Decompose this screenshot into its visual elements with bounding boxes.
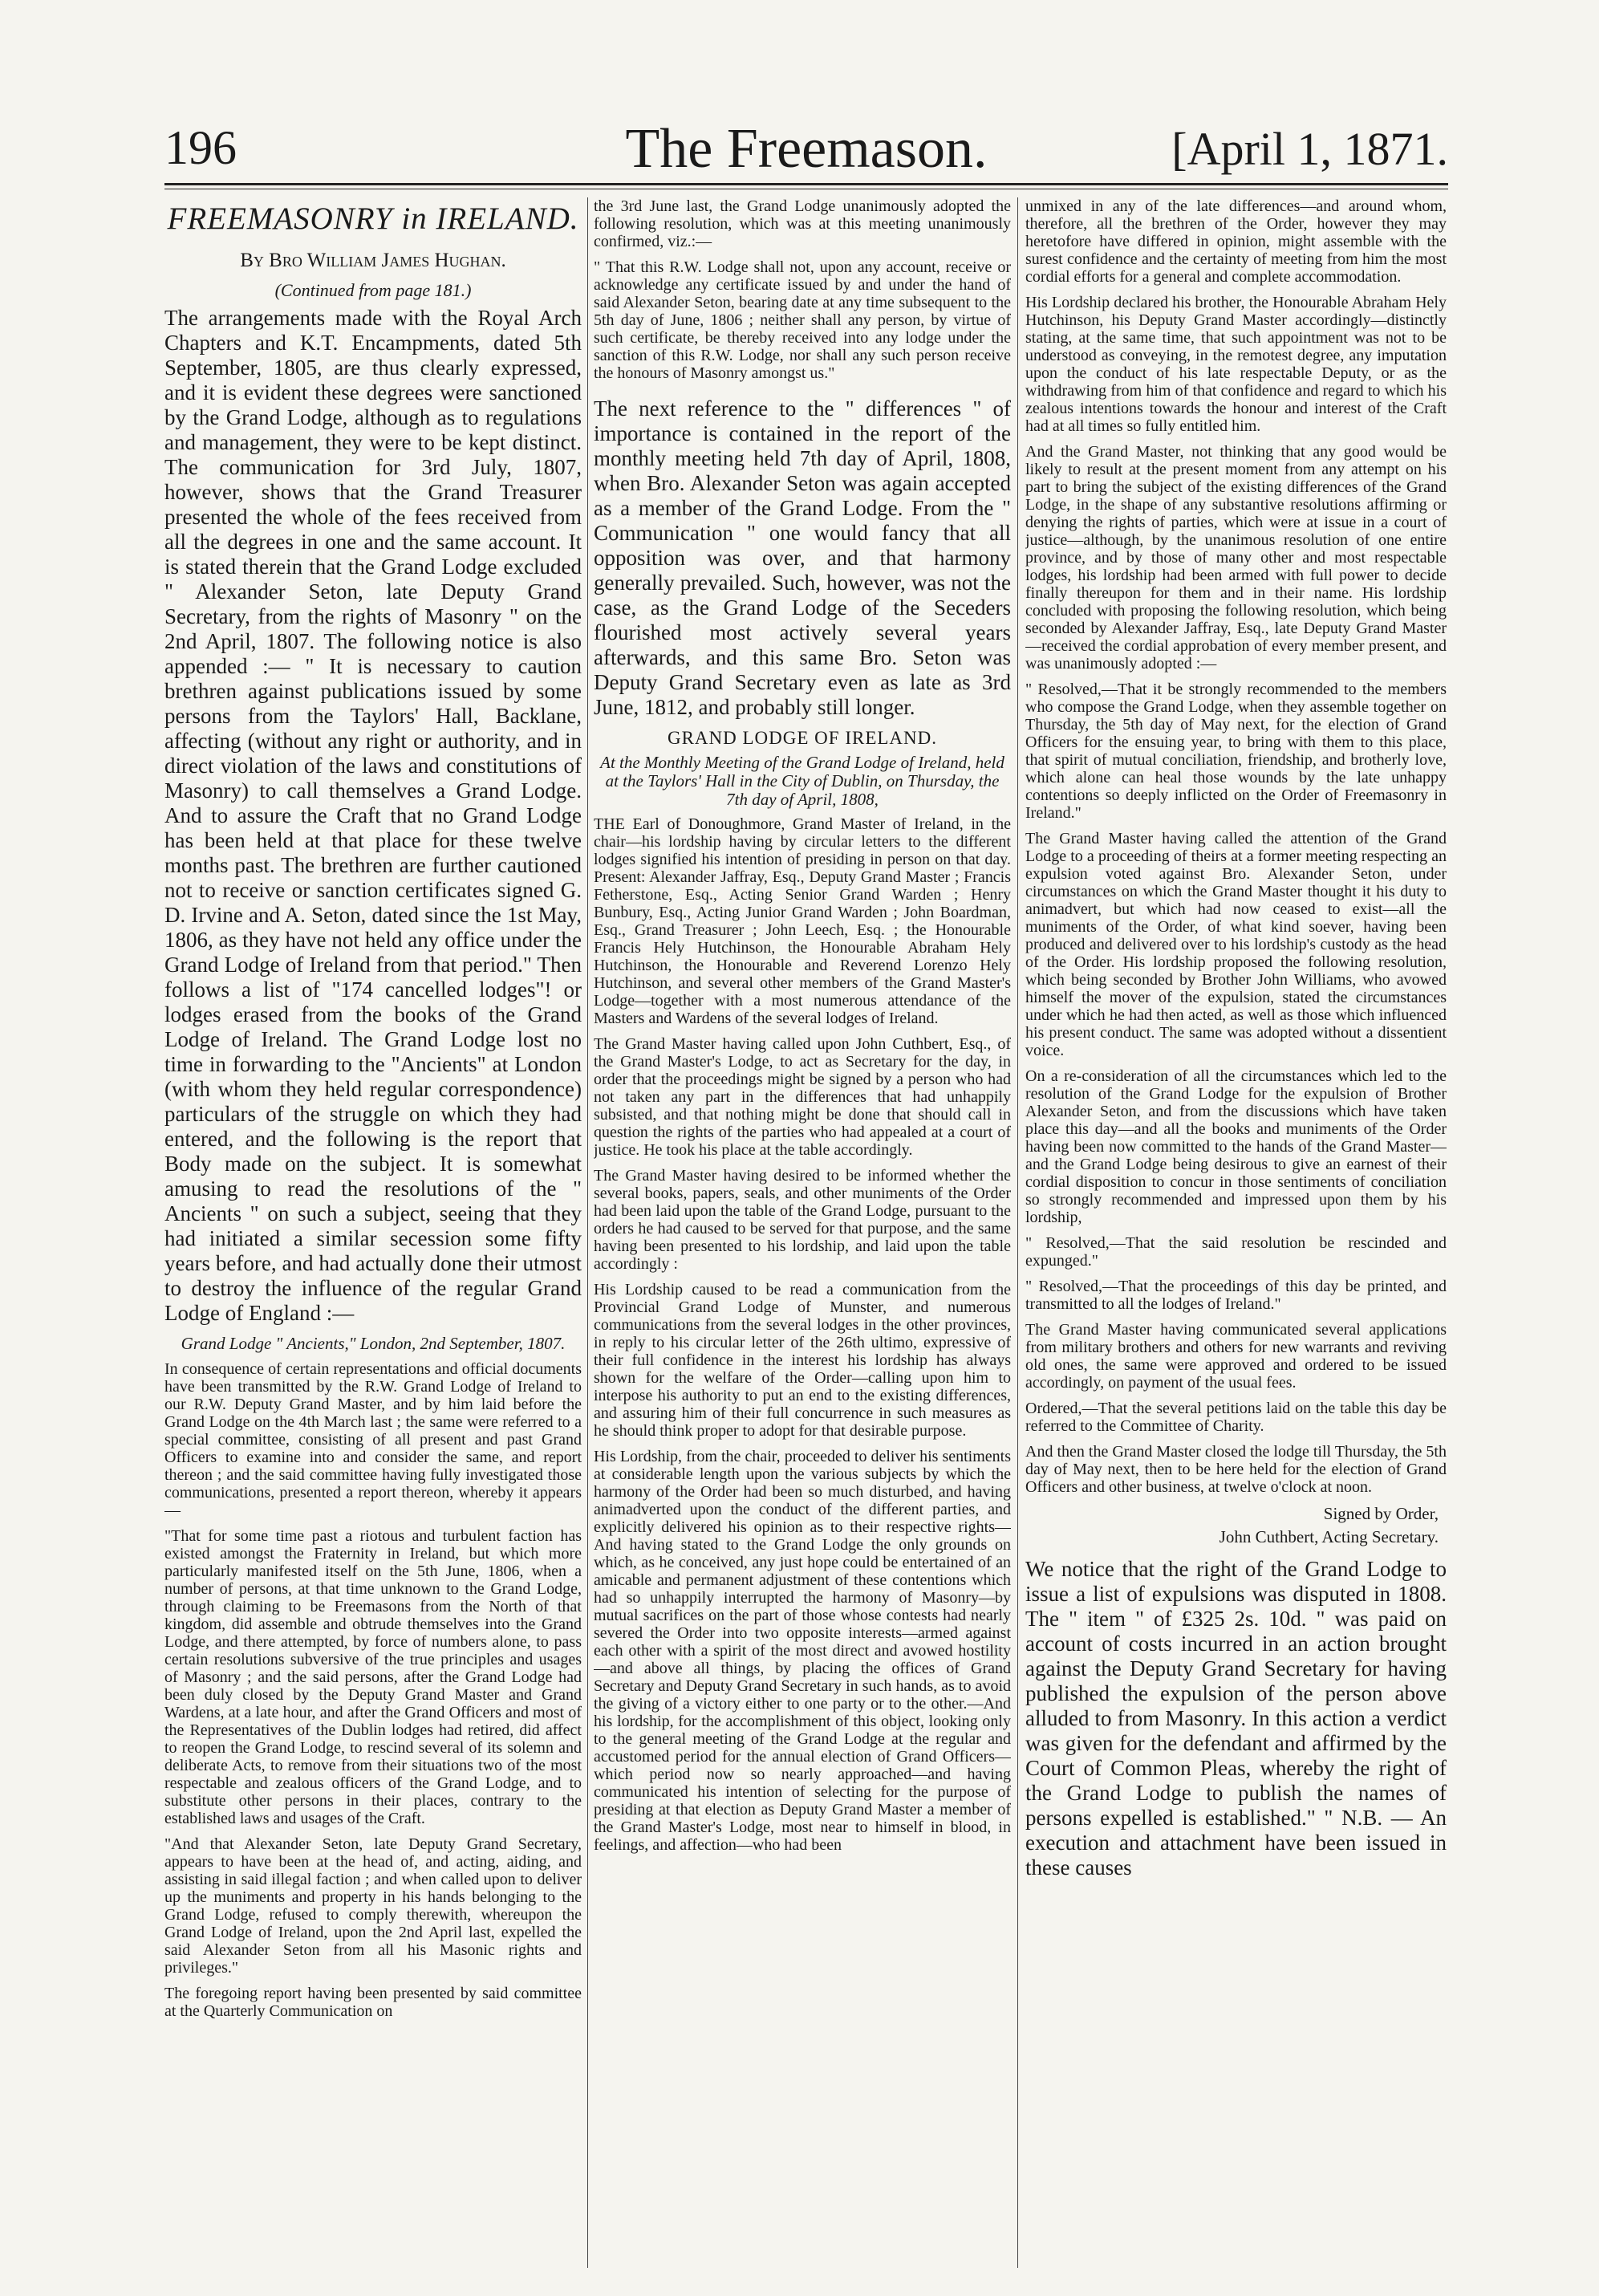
issue-date: [April 1, 1871.	[1171, 123, 1448, 175]
section-heading: GRAND LODGE OF IRELAND.	[667, 728, 938, 748]
paragraph: "And that Alexander Seton, late Deputy Grand Secretary, appears to have been at the head of, and acting, aiding, and assisting in said illegal faction ; and when called upon to deliver up the muniments and property in his hands belonging to the Grand Lodge, refused to comply therewith, whereupon the Grand Lodge of Ireland, upon the 2nd April last, expelled the said Alexander Seton from all his Masonic rights and privileges."	[164, 1835, 582, 1977]
paragraph: The Grand Master having communicated several applications from military brothers and others for new warrants and reviving old ones, the same were approved and ordered to be issued accordingly, on payment of the usual fees.	[1025, 1321, 1447, 1392]
paragraph: The foregoing report having been presented by said committee at the Quarterly Communication on	[164, 1985, 582, 2020]
paragraph: The Grand Master having called upon John Cuthbert, Esq., of the Grand Master's Lodge, to act as Secretary for the day, in order that the proceedings might be signed by a person who had not taken any part in the differences that had unhappily subsisted, and that nothing might be done that should call in question the rights of the parties who had appealed at a court of justice. He took his place at the table accordingly.	[594, 1035, 1011, 1159]
column-3	[1025, 197, 1447, 2268]
paragraph: And the Grand Master, not thinking that any good would be likely to result at the present moment from any attempt on his part to bring the subject of the existing differences of the Grand Lodge, in the shape of any substantive resolutions affirming or denying the rights of parties, which were at issue in a court of justice—although, by the unanimous resolution of one entire province, and by those of many other and most respectable lodges, his lordship had been armed with full power to decide finally thereupon for them and in their name. His lordship concluded with proposing the following resolution, which being seconded by Alexander Jaffray, Esq., late Deputy Grand Master—received the cordial approbation of every member present, and was unanimously adopted :—	[1025, 443, 1447, 673]
meeting-heading: At the Monthly Meeting of the Grand Lodge of Ireland, held at the Taylors' Hall in the City of Dublin, on Thursday, the 7th day of April, 1808,	[600, 753, 1004, 809]
signature-name: John Cuthbert, Acting Secretary.	[1219, 1527, 1439, 1546]
paragraph: THE Earl of Donoughmore, Grand Master of Ireland, in the chair—his lordship having by circular letters to the different lodges signified his intention of presiding in person on that day. Present: Alexander Jaffray, Esq., Deputy Grand Master ; Francis Fetherstone, Esq., Acting Senior Grand Warden ; Henry Bunbury, Esq., Acting Junior Grand Warden ; John Boardman, Esq., Grand Treasurer ; John Leech, Esq. ; the Honourable Francis Hely Hutchinson, the Honourable Abraham Hely Hutchinson, the Honourable and Reverend Lorenzo Hely Hutchinson, and several other members of the Grand Master's Lodge—together with a most numerous attendance of the Masters and Wardens of the several lodges of Ireland.	[594, 815, 1011, 1027]
article-title: FREEMASONRY in IRELAND.	[167, 201, 579, 236]
column-1	[164, 197, 582, 2268]
paragraph: His Lordship caused to be read a communication from the Provincial Grand Lodge of Munster, and numerous communications from the several lodges in the other provinces, in reply to his circular letter of the 26th ultimo, expressive of their full confidence in the interest his lordship has always shown for the welfare of the Order—calling upon him to interpose his authority to put an end to the existing differences, and assuring him of their full concurrence in such measures as he should think proper to adopt for that desirable purpose.	[594, 1281, 1011, 1440]
paragraph: We notice that the right of the Grand Lodge to issue a list of expulsions was disputed in 1808. The " item " of £325 2s. 10d. " was paid on account of costs incurred in an action brought against the Deputy Grand Secretary for having published the expulsion of the person above alluded to from Masonry. In this action a verdict was given for the defendant and affirmed by the Court of Common Pleas, whereby the right of the Grand Lodge to publish the names of persons expelled is established." " N.B. — An execution and attachment have been issued in these causes	[1025, 1557, 1447, 1879]
paragraph: "That for some time past a riotous and turbulent faction has existed amongst the Fraternity in Ireland, but which more particularly manifested itself on the 5th June, 1806, when a number of persons, at that time unknown to the Grand Lodge, through claiming to be Freemasons from the North of that kingdom, did assemble and obtrude themselves into the Grand Lodge, and there attempted, by force of numbers alone, to pass certain resolutions subversive of the true principles and usages of Masonry ; and the said persons, after the Grand Lodge had been duly closed by the Deputy Grand Master and Grand Wardens, at a late hour, and after the Grand Officers and most of the Representatives of the Dublin lodges had retired, did affect to reopen the Grand Lodge, to rescind several of its solemn and deliberate Acts, to remove from their situations two of the most respectable and zealous officers of the Grand Lodge, and to substitute other persons in their places, contrary to the established laws and usages of the Craft.	[164, 1527, 582, 1827]
continued-note: (Continued from page 181.)	[274, 280, 472, 300]
paragraph: And then the Grand Master closed the lodge till Thursday, the 5th day of May next, then to be here held for the election of Grand Officers and other business, at twelve o'clock at noon.	[1025, 1443, 1447, 1496]
column-divider	[587, 197, 588, 2268]
paragraph: In consequence of certain representations and official documents have been transmitted by the R.W. Grand Lodge of Ireland to our R.W. Deputy Grand Master, and by him laid before the Grand Lodge on the 4th March last ; the same were referred to a special committee, consisting of all present and past Grand Officers to examine into and consider the same, and report thereon ; and the said committee having fully investigated those communications, presented a report thereon, whereby it appears—	[164, 1360, 582, 1519]
paragraph: His Lordship, from the chair, proceeded to deliver his sentiments at considerable length upon the various subjects by which the harmony of the Order had been so much disturbed, and having animadverted upon the conduct of the different parties, and explicitly delivered his opinion as to their respective rights—And having stated to the Grand Lodge the only grounds on which, as he conceived, any just hope could be entertained of an amicable and permanent adjustment of these contentions which had so unhappily interrupted the harmony of Masonry—by mutual sacrifices on the part of those whose contests had nearly severed the Order into two opposite interests—armed against each other with a spirit of the most direct and avowed hostility—and above all things, by placing the offices of Grand Secretary and Deputy Grand Secretary in such hands, as to avoid the giving of a victory either to one party or to the other.—And his lordship, for the accomplishment of this object, looking only to the general meeting of the Grand Lodge at the regular and accustomed period for the annual election of Grand Officers—which period now so nearly approached—and having communicated his intention of selecting for the purpose of presiding at that election as Deputy Grand Master a member of the Grand Master's Lodge, most near to himself in blood, in feelings, and affection—who had been	[594, 1448, 1011, 1854]
resolution: " Resolved,—That the said resolution be rescinded and expunged."	[1025, 1234, 1447, 1270]
dateline: Grand Lodge " Ancients," London, 2nd September, 1807.	[181, 1334, 566, 1353]
paragraph: The arrangements made with the Royal Arch Chapters and K.T. Encampments, dated 5th September, 1805, are thus clearly expressed, and it is evident these degrees were sanctioned by the Grand Lodge, although as to regulations and management, they were to be kept distinct. The communication for 3rd July, 1807, however, shows that the Grand Treasurer presented the whole of the fees received from all the degrees in one and the same account. It is stated therein that the Grand Lodge excluded " Alexander Seton, late Deputy Grand Secretary, from the rights of Masonry " on the 2nd April, 1807. The following notice is also appended :— " It is necessary to caution brethren against publications issued by some persons from the Taylors' Hall, Backlane, affecting (without any right or authority, and in direct violation of the laws and constitutions of Masonry) to call themselves a Grand Lodge. And to assure the Craft that no Grand Lodge has been held at that place for these twelve months past. The brethren are further cautioned not to receive or sanction certificates signed G. D. Irvine and A. Seton, dated since the 1st May, 1806, as they have not held any office under the Grand Lodge of Ireland from that period." Then follows a list of "174 cancelled lodges"! or lodges erased from the books of the Grand Lodge of Ireland. The Grand Lodge lost no time in forwarding to the "Ancients" at London (with whom they held regular correspondence) particulars of the struggle on which they had entered, and the following is the report that Body made on the subject. It is somewhat amusing to read the resolutions of the " Ancients " on such a subject, seeing that they had initiated a similar secession some fifty years before, and had actually done their utmost to destroy the influence of the regular Grand Lodge of England :—	[164, 306, 582, 1325]
paragraph: On a re-consideration of all the circumstances which led to the resolution of the Grand Lodge for the expulsion of Brother Alexander Seton, and from the discussions which have taken place this day—and all the books and muniments of the Order having been now committed to the hands of the Grand Master—and the Grand Lodge being desirous to give an earnest of their cordial disposition to concur in those sentiments of conciliation so strongly recommended and impressed upon them by his lordship,	[1025, 1067, 1447, 1226]
paragraph: The next reference to the " differences " of importance is contained in the report of the monthly meeting held 7th day of April, 1808, when Bro. Alexander Seton was again accepted as a member of the Grand Lodge. From the " Communication " one would fancy that all opposition was over, and that harmony generally prevailed. Such, however, was not the case, as the Grand Lodge of the Seceders flourished most actively several years afterwards, and this same Bro. Seton was Deputy Grand Secretary even as late as 3rd June, 1812, and probably still longer.	[594, 396, 1011, 719]
paragraph: His Lordship declared his brother, the Honourable Abraham Hely Hutchinson, his Deputy Grand Master accordingly—distinctly stating, at the same time, that such appointment was not to be understood as conveying, in the remotest degree, any imputation upon the conduct of his late respectable Deputy, or as the withdrawing from him of that confidence and regard to which his zealous intentions towards the honour and interest of the Craft had at all times so fully entitled him.	[1025, 294, 1447, 435]
resolution: " Resolved,—That the proceedings of this day be printed, and transmitted to all the lodges of Ireland."	[1025, 1278, 1447, 1313]
signature-line: Signed by Order,	[1323, 1504, 1439, 1523]
masthead	[164, 112, 1448, 185]
column-2	[594, 197, 1011, 2268]
paragraph: unmixed in any of the late differences—and around whom, therefore, all the brethren of the Order, however they may heretofore have differed in opinion, might assemble with the surest confidence and the certainty of meeting from him the most cordial efforts for a general and complete accommodation.	[1025, 197, 1447, 286]
publication-title: The Freemason.	[625, 118, 988, 180]
page-number: 196	[164, 121, 237, 174]
paragraph: The Grand Master having called the attention of the Grand Lodge to a proceeding of theirs at a former meeting respecting an expulsion voted against Bro. Alexander Seton, under circumstances on which the Grand Master thought it his duty to animadvert, but which had now ceased to exist—all the muniments of the Order, of what kind soever, having been produced and delivered over to his lordship's custody as the head of the Order. His lordship proposed the following resolution, which being seconded by Brother John Williams, who avowed himself the mover of the expulsion, stated the circumstances under which he had then acted, as well as those which influenced his present conduct. The same was adopted without a dissentient voice.	[1025, 830, 1447, 1059]
article-byline: By Bro William James Hughan.	[240, 250, 506, 271]
paragraph: " That this R.W. Lodge shall not, upon any account, receive or acknowledge any certificate issued by and under the hand of said Alexander Seton, bearing date at any time subsequent to the 5th day of June, 1806 ; neither shall any person, by virtue of such certificate, be thereby received into any lodge under the sanction of this R.W. Lodge, nor shall any such person receive the honours of Masonry amongst us."	[594, 258, 1011, 382]
masthead-rule	[164, 183, 1448, 185]
column-divider	[1017, 197, 1018, 2268]
resolution: " Resolved,—That it be strongly recommended to the members who compose the Grand Lodge, when they assemble together on Thursday, the 5th day of May next, for the election of Grand Officers for the ensuing year, to bring with them to this place, that spirit of mutual conciliation, friendship, and brotherly love, which alone can heal those wounds by the late unhappy contentions so deeply inflicted on the Order of Freemasonry in Ireland."	[1025, 681, 1447, 822]
paragraph: The Grand Master having desired to be informed whether the several books, papers, seals, and other muniments of the Order had been laid upon the table of the Grand Lodge, pursuant to the orders he had caused to be served for that purpose, and the same having been presented to his lordship, and laid upon the table accordingly :	[594, 1167, 1011, 1273]
paragraph: the 3rd June last, the Grand Lodge unanimously adopted the following resolution, which was at this meeting unanimously confirmed, viz.:—	[594, 197, 1011, 250]
paragraph: Ordered,—That the several petitions laid on the table this day be referred to the Committee of Charity.	[1025, 1400, 1447, 1435]
